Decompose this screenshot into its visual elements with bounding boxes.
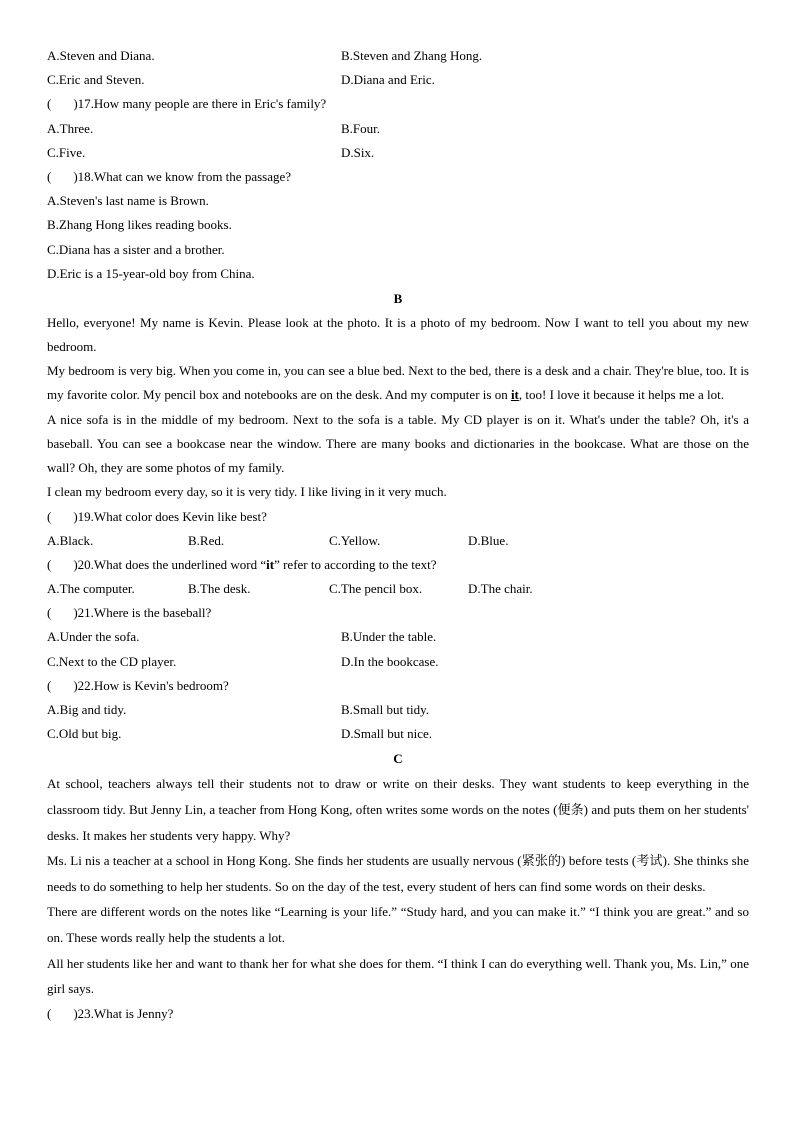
q21-option-d: D.In the bookcase. (341, 653, 439, 669)
q21-option-b: B.Under the table. (341, 629, 437, 645)
passage-b-paragraph-1: Hello, everyone! My name is Kevin. Please look at the photo. It is a photo of my bedroom. Now I want to tell you about my new bedroom. (47, 314, 749, 355)
q19-stem: ( )19.What color does Kevin like best? (47, 508, 267, 524)
q16-option-d: D.Diana and Eric. (341, 72, 435, 88)
q18-option-c: C.Diana has a sister and a brother. (47, 241, 225, 257)
q19-option-b: B.Red. (188, 532, 225, 548)
passage-c-paragraph-2: Ms. Li nis a teacher at a school in Hong Kong. She finds her students are usually nervous (紧张的) before tests (考试). She thinks she needs to do something to help her students. So on the day of the test, every student of hers can find some words on their desks. (47, 853, 749, 894)
q17-options-row-2 (47, 141, 749, 165)
q21-options-row-1 (47, 625, 749, 649)
passage-b-paragraph-2: My bedroom is very big. When you come in, you can see a blue bed. Next to the bed, there is a desk and a chair. They're blue, too. It is my favorite color. My pencil box and notebooks are on the desk. And my computer is on it, too! I love it because it helps me a lot. (47, 363, 749, 403)
q16-option-a: A.Steven and Diana. (47, 48, 155, 63)
q19-option-a: A.Black. (47, 532, 94, 548)
q19-option-d: D.Blue. (468, 532, 509, 548)
passage-c-paragraph-3: There are different words on the notes like “Learning is your life.” “Study hard, and you can make it.” “I think you are great.” and so on. These words really help the students a lot. (47, 904, 749, 945)
q21-option-a: A.Under the sofa. (47, 629, 140, 645)
underlined-word: it (510, 387, 519, 403)
q20-options (47, 577, 749, 601)
q16-option-c: C.Eric and Steven. (47, 72, 145, 88)
q17-option-d: D.Six. (341, 144, 375, 160)
q19-options (47, 529, 749, 553)
q17-stem: ( )17.How many people are there in Eric's family? (47, 96, 327, 112)
q18-option-a: A.Steven's last name is Brown. (47, 193, 209, 209)
passage-c (47, 771, 749, 1001)
passage-b-paragraph-3: A nice sofa is in the middle of my bedroom. Next to the sofa is a table. My CD player is on it. What's under the table? Oh, it's a baseball. You can see a bookcase near the window. There are many books and dictionaries in the bookcase. What are those on the wall? Oh, they are some photos of my family. (47, 411, 749, 476)
q16-option-b: B.Steven and Zhang Hong. (341, 48, 483, 63)
q20-option-d: D.The chair. (468, 581, 533, 597)
passage-b-paragraph-4: I clean my bedroom every day, so it is very tidy. I like living in it very much. (47, 484, 447, 500)
q20-option-c: C.The pencil box. (329, 581, 423, 597)
q22-option-c: C.Old but big. (47, 726, 122, 742)
q21-stem: ( )21.Where is the baseball? (47, 605, 212, 621)
q17-options-row-1 (47, 117, 749, 141)
q16-options-row-1 (47, 44, 749, 68)
q21-option-c: C.Next to the CD player. (47, 653, 177, 669)
q20-option-a: A.The computer. (47, 581, 135, 597)
q20-stem: ( )20.What does the underlined word “it” refer to according to the text? (47, 556, 437, 572)
q20-option-b: B.The desk. (188, 581, 251, 597)
q22-option-b: B.Small but tidy. (341, 702, 429, 717)
q19-option-c: C.Yellow. (329, 532, 381, 548)
q22-option-a: A.Big and tidy. (47, 702, 127, 717)
q16-options-row-2 (47, 68, 749, 92)
worksheet-page (47, 44, 749, 1026)
q23-stem: ( )23.What is Jenny? (47, 1005, 174, 1021)
q18-stem: ( )18.What can we know from the passage? (47, 168, 292, 184)
q22-option-d: D.Small but nice. (341, 726, 432, 742)
q21-options-row-2 (47, 650, 749, 674)
q17-option-c: C.Five. (47, 144, 86, 160)
q18-option-d: D.Eric is a 15-year-old boy from China. (47, 265, 255, 281)
q22-stem: ( )22.How is Kevin's bedroom? (47, 677, 229, 693)
q22-options-row-2 (47, 722, 749, 746)
q17-option-a: A.Three. (47, 120, 94, 136)
q17-option-b: B.Four. (341, 120, 381, 136)
passage-c-paragraph-1: At school, teachers always tell their students not to draw or write on their desks. They want students to keep everything in the classroom tidy. But Jenny Lin, a teacher from Hong Kong, often writes some words on the notes (便条) and puts them on her students' desks. It makes her students very happy. Why? (47, 776, 749, 843)
passage-c-paragraph-4: All her students like her and want to thank her for what she does for them. “I think I can do everything well. Thank you, Ms. Lin,” one girl says. (47, 955, 749, 997)
q18-option-b: B.Zhang Hong likes reading books. (47, 217, 232, 233)
q22-options-row-1 (47, 698, 749, 722)
section-c-heading: C (393, 751, 403, 767)
section-b-heading: B (393, 290, 403, 306)
